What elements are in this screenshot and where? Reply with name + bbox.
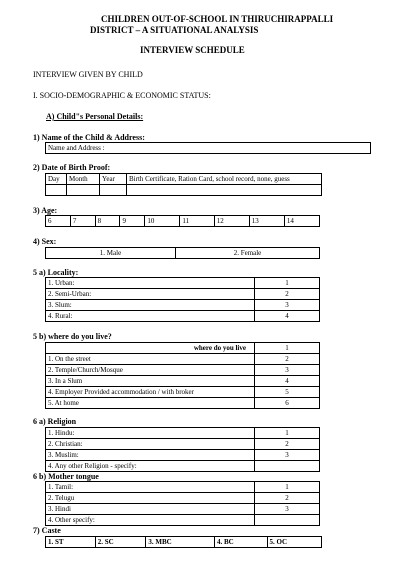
option-code xyxy=(255,461,320,472)
table-row[interactable] xyxy=(46,428,320,439)
age-option[interactable]: 9 xyxy=(120,216,145,227)
option-code: 4 xyxy=(255,311,320,322)
option-text: 3. In a Slum xyxy=(46,376,255,387)
table-row[interactable] xyxy=(46,376,320,387)
dob-proof-header: Birth Certificate, Ration Card, school record, none, guess xyxy=(127,174,322,185)
option-text: 5. At home xyxy=(46,398,255,409)
name-address-field[interactable]: Name and Address : xyxy=(46,143,371,154)
age-option[interactable]: 6 xyxy=(46,216,71,227)
option-text: 1. Hindu: xyxy=(46,428,255,439)
table-row[interactable] xyxy=(46,450,320,461)
q4-label: 4) Sex: xyxy=(33,237,57,246)
table-row[interactable] xyxy=(46,278,320,289)
table-row[interactable] xyxy=(46,482,320,493)
schedule-title: INTERVIEW SCHEDULE xyxy=(140,45,245,55)
option-text: 1. On the street xyxy=(46,354,255,365)
q3-age-table xyxy=(45,215,320,227)
dob-proof-field[interactable] xyxy=(127,185,322,196)
table-row[interactable] xyxy=(46,387,320,398)
dob-day-header: Day xyxy=(46,174,67,185)
table-row[interactable] xyxy=(46,493,320,504)
q5b-label: 5 b) where do you live? xyxy=(33,332,112,341)
age-option[interactable]: 8 xyxy=(95,216,120,227)
q2-label: 2) Date of Birth Proof: xyxy=(33,163,111,172)
option-text: 2. Temple/Church/Mosque xyxy=(46,365,255,376)
q6b-mother-tongue-table xyxy=(45,481,320,526)
table-row[interactable] xyxy=(46,515,320,526)
option-code xyxy=(255,515,320,526)
option-text: 2. Telugu xyxy=(46,493,255,504)
document-title-line2: DISTRICT – A SITUATIONAL ANALYSIS xyxy=(90,25,259,35)
age-option[interactable]: 7 xyxy=(70,216,95,227)
option-text: 4. Rural: xyxy=(46,311,255,322)
q6a-label: 6 a) Religion xyxy=(33,417,77,426)
option-text: 1. Urban: xyxy=(46,278,255,289)
option-code: 5 xyxy=(255,387,320,398)
option-code: 2 xyxy=(255,439,320,450)
option-text: 4. Any other Religion - specify: xyxy=(46,461,255,472)
section-heading: I. SOCIO-DEMOGRAPHIC & ECONOMIC STATUS: xyxy=(33,91,211,100)
interview-given-by: INTERVIEW GIVEN BY CHILD xyxy=(33,70,143,79)
table-row[interactable] xyxy=(46,398,320,409)
option-text: 3. Hindi xyxy=(46,504,255,515)
age-option[interactable]: 14 xyxy=(284,216,319,227)
document-title-line1: CHILDREN OUT-OF-SCHOOL IN THIRUCHIRAPPALLI xyxy=(101,14,334,24)
q7-label: 7) Caste xyxy=(33,526,61,535)
age-option[interactable]: 12 xyxy=(214,216,249,227)
option-text: 4. Other specify: xyxy=(46,515,255,526)
caste-option[interactable]: 2. SC xyxy=(95,537,146,548)
option-text: 1. Tamil: xyxy=(46,482,255,493)
option-code: 2 xyxy=(255,289,320,300)
option-code: 6 xyxy=(255,398,320,409)
option-code: 4 xyxy=(255,376,320,387)
q5a-locality-table xyxy=(45,277,320,322)
q6b-label: 6 b) Mother tongue xyxy=(33,472,99,481)
subsection-heading: A) Child"s Personal Details: xyxy=(46,112,144,121)
sex-option-female[interactable]: 2. Female xyxy=(176,248,320,259)
option-code: 3 xyxy=(255,365,320,376)
option-code: 1 xyxy=(255,343,320,354)
table-row[interactable] xyxy=(46,289,320,300)
option-text: 2. Semi-Urban: xyxy=(46,289,255,300)
age-option[interactable]: 13 xyxy=(249,216,284,227)
dob-month-header: Month xyxy=(67,174,100,185)
caste-option[interactable]: 1. ST xyxy=(46,537,96,548)
option-text: 3. Slum: xyxy=(46,300,255,311)
dob-year-header: Year xyxy=(100,174,127,185)
option-code: 2 xyxy=(255,354,320,365)
dob-day-field[interactable] xyxy=(46,185,67,196)
table-row[interactable] xyxy=(46,461,320,472)
option-code: 2 xyxy=(255,493,320,504)
option-code: 1 xyxy=(255,482,320,493)
table-row[interactable] xyxy=(46,300,320,311)
option-code: 3 xyxy=(255,504,320,515)
table-row[interactable] xyxy=(46,365,320,376)
q3-label: 3) Age: xyxy=(33,206,58,215)
q1-table xyxy=(45,142,371,154)
q4-sex-table xyxy=(45,247,320,259)
table-row[interactable] xyxy=(46,354,320,365)
age-option[interactable]: 10 xyxy=(145,216,180,227)
q6a-religion-table xyxy=(45,427,320,472)
dob-year-field[interactable] xyxy=(100,185,127,196)
q5b-residence-table xyxy=(45,342,320,409)
caste-option[interactable]: 5. OC xyxy=(267,537,321,548)
option-code: 1 xyxy=(255,278,320,289)
table-row[interactable] xyxy=(46,439,320,450)
option-text: 4. Employer Provided accommodation / with broker xyxy=(46,387,255,398)
option-text: 3. Muslim: xyxy=(46,450,255,461)
option-code: 1 xyxy=(255,428,320,439)
sex-option-male[interactable]: 1. Male xyxy=(46,248,176,259)
caste-option[interactable]: 3. MBC xyxy=(146,537,215,548)
option-text: 2. Christian: xyxy=(46,439,255,450)
q7-caste-table xyxy=(45,536,322,548)
age-option[interactable]: 11 xyxy=(180,216,214,227)
q2-table xyxy=(45,173,322,196)
table-row[interactable] xyxy=(46,311,320,322)
q1-label: 1) Name of the Child & Address: xyxy=(33,133,145,142)
residence-header: where do you live xyxy=(46,343,255,354)
table-row[interactable] xyxy=(46,504,320,515)
caste-option[interactable]: 4. BC xyxy=(214,537,267,548)
dob-month-field[interactable] xyxy=(67,185,100,196)
option-code: 3 xyxy=(255,450,320,461)
option-code: 3 xyxy=(255,300,320,311)
q5a-label: 5 a) Locality: xyxy=(33,268,79,277)
